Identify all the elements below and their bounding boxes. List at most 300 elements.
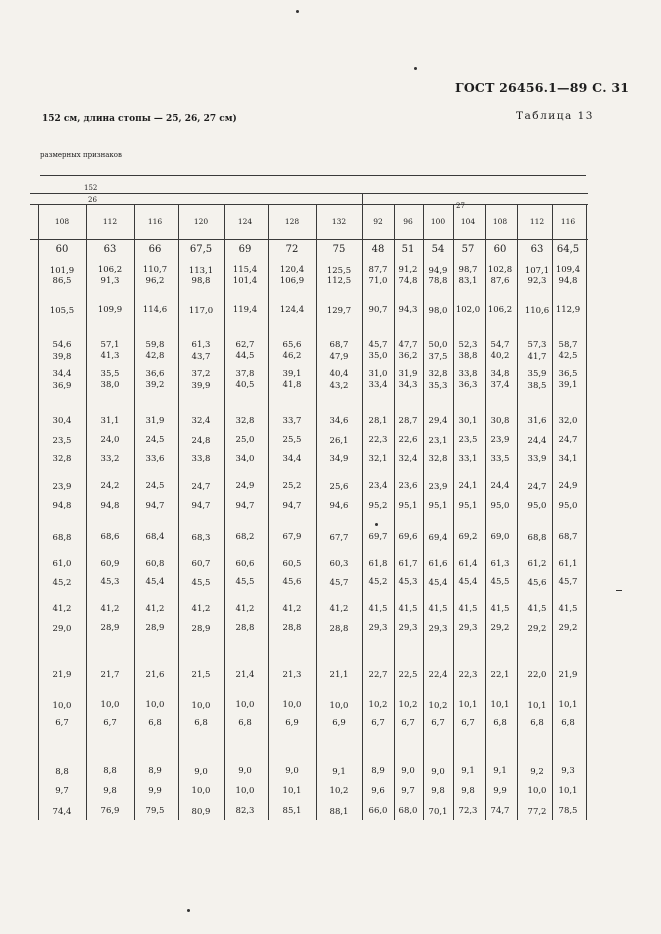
scan-speck <box>616 590 622 591</box>
table-cell: 35,9 <box>527 369 547 379</box>
table-cell: 10,0 <box>52 701 72 711</box>
table-cell: 41,5 <box>368 604 388 614</box>
table-cell: 40,4 <box>329 369 349 379</box>
table-cell: 76,9 <box>100 806 120 816</box>
table-cell: 101,9 <box>49 266 75 276</box>
table-cell: 32,8 <box>52 454 72 464</box>
table-cell: 39,1 <box>282 369 302 379</box>
column-header: 92 <box>373 217 383 226</box>
table-cell: 78,8 <box>428 276 448 286</box>
table-cell: 60,9 <box>100 559 120 569</box>
table-cell: 9,1 <box>461 766 475 776</box>
table-cell: 33,4 <box>368 380 388 390</box>
table-cell: 95,0 <box>527 501 547 511</box>
rule-group-152 <box>30 193 588 194</box>
table-cell: 102,0 <box>455 305 481 315</box>
column-header: 112 <box>529 217 545 226</box>
table-cell: 21,4 <box>235 670 255 680</box>
table-cell: 40,5 <box>235 380 255 390</box>
table-cell: 28,8 <box>235 623 255 633</box>
table-cell: 24,4 <box>527 436 547 446</box>
table-cell: 59,8 <box>145 340 165 350</box>
table-cell: 47,7 <box>398 340 418 350</box>
table-cell: 45,4 <box>428 578 448 588</box>
column-caption: размерных признаков <box>40 151 122 159</box>
table-cell: 125,5 <box>326 266 352 276</box>
table-cell: 94,8 <box>558 276 578 286</box>
table-cell: 36,5 <box>558 369 578 379</box>
table-cell: 6,9 <box>332 718 346 728</box>
table-cell: 60 <box>493 244 507 255</box>
table-cell: 68,8 <box>52 533 72 543</box>
table-cell: 61,1 <box>558 559 578 569</box>
table-cell: 90,7 <box>368 305 388 315</box>
group-label-26: 26 <box>88 196 97 204</box>
table-cell: 41,5 <box>558 604 578 614</box>
table-cell: 10,0 <box>191 786 211 796</box>
column-divider <box>316 204 317 820</box>
table-cell: 41,5 <box>527 604 547 614</box>
table-cell: 41,5 <box>490 604 510 614</box>
table-cell: 42,8 <box>145 351 165 361</box>
table-cell: 9,1 <box>493 766 507 776</box>
table-cell: 41,2 <box>235 604 255 614</box>
table-cell: 61,3 <box>191 340 211 350</box>
table-cell: 44,5 <box>235 351 255 361</box>
table-cell: 36,3 <box>458 380 478 390</box>
table-cell: 45,3 <box>100 577 120 587</box>
table-cell: 107,1 <box>524 266 550 276</box>
column-header: 96 <box>403 217 413 226</box>
table-cell: 36,9 <box>52 381 72 391</box>
table-cell: 63 <box>530 244 544 255</box>
table-cell: 6,9 <box>285 718 299 728</box>
table-cell: 94,7 <box>191 501 211 511</box>
table-cell: 68,4 <box>145 532 165 542</box>
table-cell: 24,5 <box>145 481 165 491</box>
table-cell: 25,6 <box>329 482 349 492</box>
table-cell: 61,4 <box>458 559 478 569</box>
table-cell: 22,4 <box>428 670 448 680</box>
table-cell: 95,2 <box>368 501 388 511</box>
table-cell: 10,0 <box>329 701 349 711</box>
table-cell: 28,8 <box>329 624 349 634</box>
table-cell: 22,1 <box>490 670 510 680</box>
table-cell: 60,3 <box>329 559 349 569</box>
table-cell: 39,2 <box>145 380 165 390</box>
table-cell: 29,0 <box>52 624 72 634</box>
table-cell: 23,6 <box>398 481 418 491</box>
column-divider <box>268 204 269 820</box>
table-cell: 87,6 <box>490 276 510 286</box>
table-cell: 36,6 <box>145 369 165 379</box>
table-cell: 33,7 <box>282 416 302 426</box>
table-cell: 23,5 <box>458 435 478 445</box>
table-cell: 34,0 <box>235 454 255 464</box>
table-cell: 8,8 <box>103 766 117 776</box>
table-cell: 29,3 <box>398 623 418 633</box>
table-cell: 41,5 <box>458 604 478 614</box>
table-cell: 106,2 <box>97 265 123 275</box>
table-cell: 10,1 <box>558 786 578 796</box>
table-cell: 10,0 <box>145 700 165 710</box>
table-cell: 45,7 <box>558 577 578 587</box>
table-cell: 39,9 <box>191 381 211 391</box>
table-cell: 38,0 <box>100 380 120 390</box>
table-cell: 109,4 <box>555 265 581 275</box>
table-cell: 98,7 <box>458 265 478 275</box>
table-cell: 34,6 <box>329 416 349 426</box>
table-cell: 58,7 <box>558 340 578 350</box>
table-cell: 28,9 <box>100 623 120 633</box>
table-cell: 47,9 <box>329 352 349 362</box>
table-cell: 33,9 <box>527 454 547 464</box>
table-cell: 21,7 <box>100 670 120 680</box>
table-cell: 25,5 <box>282 435 302 445</box>
table-cell: 21,9 <box>52 670 72 680</box>
table-cell: 34,4 <box>52 369 72 379</box>
table-cell: 9,0 <box>285 766 299 776</box>
table-cell: 98,0 <box>428 306 448 316</box>
table-cell: 9,7 <box>55 786 69 796</box>
table-cell: 72,3 <box>458 806 478 816</box>
table-cell: 117,0 <box>188 306 214 316</box>
table-cell: 6,7 <box>371 718 385 728</box>
table-cell: 63 <box>103 244 117 255</box>
table-cell: 69,2 <box>458 532 478 542</box>
column-header: 112 <box>102 217 118 226</box>
table-cell: 33,1 <box>458 454 478 464</box>
table-cell: 21,1 <box>329 670 349 680</box>
table-cell: 28,1 <box>368 416 388 426</box>
rule-caption <box>40 175 586 176</box>
table-cell: 29,2 <box>558 623 578 633</box>
table-cell: 67,7 <box>329 533 349 543</box>
table-cell: 41,3 <box>100 351 120 361</box>
table-cell: 33,6 <box>145 454 165 464</box>
table-cell: 60,5 <box>282 559 302 569</box>
table-cell: 29,3 <box>368 623 388 633</box>
group-label-27: 27 <box>456 202 465 210</box>
scan-speck <box>296 10 299 13</box>
table-cell: 45,7 <box>368 340 388 350</box>
table-cell: 10,0 <box>100 700 120 710</box>
table-cell: 10,2 <box>329 786 349 796</box>
table-cell: 22,0 <box>527 670 547 680</box>
table-cell: 66,0 <box>368 806 388 816</box>
column-header: 108 <box>492 217 508 226</box>
table-cell: 35,0 <box>368 351 388 361</box>
table-cell: 34,8 <box>490 369 510 379</box>
table-cell: 112,9 <box>555 305 581 315</box>
column-divider <box>224 204 225 820</box>
table-cell: 110,7 <box>142 265 168 275</box>
table-cell: 31,1 <box>100 416 120 426</box>
table-cell: 24,9 <box>235 481 255 491</box>
table-cell: 24,8 <box>191 436 211 446</box>
table-cell: 60,7 <box>191 559 211 569</box>
column-header: 132 <box>331 217 347 226</box>
column-header: 100 <box>430 217 446 226</box>
table-cell: 22,7 <box>368 670 388 680</box>
table-cell: 98,8 <box>191 276 211 286</box>
table-cell: 31,9 <box>398 369 418 379</box>
table-cell: 9,0 <box>401 766 415 776</box>
column-header: 124 <box>237 217 253 226</box>
table-cell: 24,7 <box>558 435 578 445</box>
table-cell: 45,2 <box>368 577 388 587</box>
rule-header-bottom <box>30 239 588 240</box>
table-cell: 10,0 <box>527 786 547 796</box>
table-cell: 9,8 <box>431 786 445 796</box>
table-cell: 80,9 <box>191 807 211 817</box>
table-cell: 10,1 <box>558 700 578 710</box>
table-cell: 32,8 <box>235 416 255 426</box>
table-cell: 41,7 <box>527 352 547 362</box>
table-cell: 28,9 <box>191 624 211 634</box>
table-cell: 69,4 <box>428 533 448 543</box>
table-cell: 74,8 <box>398 276 418 286</box>
table-cell: 39,1 <box>558 380 578 390</box>
table-cell: 68,6 <box>100 532 120 542</box>
table-cell: 68,2 <box>235 532 255 542</box>
table-cell: 6,7 <box>461 718 475 728</box>
table-cell: 85,1 <box>282 806 302 816</box>
table-cell: 86,5 <box>52 276 72 286</box>
table-cell: 21,3 <box>282 670 302 680</box>
table-cell: 10,1 <box>490 700 510 710</box>
column-divider <box>586 204 587 820</box>
table-cell: 68,0 <box>398 806 418 816</box>
table-cell: 45,6 <box>527 578 547 588</box>
table-cell: 120,4 <box>279 265 305 275</box>
column-header: 128 <box>284 217 300 226</box>
table-cell: 68,3 <box>191 533 211 543</box>
table-cell: 29,2 <box>527 624 547 634</box>
table-cell: 31,6 <box>527 416 547 426</box>
table-cell: 41,8 <box>282 380 302 390</box>
table-cell: 41,5 <box>398 604 418 614</box>
table-cell: 41,2 <box>52 604 72 614</box>
table-cell: 25,2 <box>282 481 302 491</box>
table-cell: 57,1 <box>100 340 120 350</box>
table-cell: 6,7 <box>401 718 415 728</box>
table-cell: 28,7 <box>398 416 418 426</box>
table-cell: 30,1 <box>458 416 478 426</box>
table-cell: 33,8 <box>458 369 478 379</box>
table-cell: 34,9 <box>329 454 349 464</box>
table-cell: 64,5 <box>556 244 580 255</box>
table-cell: 74,4 <box>52 807 72 817</box>
table-cell: 94,6 <box>329 501 349 511</box>
table-cell: 6,8 <box>530 718 544 728</box>
table-cell: 23,1 <box>428 436 448 446</box>
table-cell: 40,2 <box>490 351 510 361</box>
table-cell: 95,0 <box>490 501 510 511</box>
column-divider <box>178 204 179 820</box>
table-cell: 10,2 <box>428 701 448 711</box>
table-cell: 54,6 <box>52 340 72 350</box>
column-divider <box>38 204 39 820</box>
table-cell: 23,4 <box>368 481 388 491</box>
table-cell: 32,0 <box>558 416 578 426</box>
column-header: 116 <box>560 217 576 226</box>
table-cell: 6,7 <box>55 718 69 728</box>
table-cell: 95,1 <box>398 501 418 511</box>
table-cell: 6,7 <box>431 718 445 728</box>
table-cell: 106,9 <box>279 276 305 286</box>
table-cell: 61,6 <box>428 559 448 569</box>
table-cell: 32,1 <box>368 454 388 464</box>
table-cell: 10,0 <box>191 701 211 711</box>
table-cell: 43,7 <box>191 352 211 362</box>
table-cell: 41,2 <box>282 604 302 614</box>
table-cell: 32,4 <box>398 454 418 464</box>
table-cell: 129,7 <box>326 306 352 316</box>
column-header: 120 <box>193 217 209 226</box>
table-cell: 61,2 <box>527 559 547 569</box>
table-cell: 67,5 <box>189 244 213 255</box>
table-subtitle: 152 см, длина стопы — 25, 26, 27 см) <box>42 114 237 124</box>
table-number-label: Таблица 13 <box>516 110 594 122</box>
scan-speck <box>187 909 190 912</box>
table-cell: 41,2 <box>145 604 165 614</box>
table-cell: 61,7 <box>398 559 418 569</box>
rule-group-26 <box>30 204 588 205</box>
table-cell: 41,5 <box>428 604 448 614</box>
table-cell: 30,8 <box>490 416 510 426</box>
table-cell: 37,2 <box>191 369 211 379</box>
scan-speck <box>375 523 378 526</box>
table-cell: 28,9 <box>145 623 165 633</box>
table-cell: 29,2 <box>490 623 510 633</box>
table-cell: 119,4 <box>232 305 258 315</box>
scan-speck <box>414 67 417 70</box>
table-cell: 24,9 <box>558 481 578 491</box>
table-cell: 8,9 <box>148 766 162 776</box>
table-cell: 94,9 <box>428 266 448 276</box>
table-cell: 23,5 <box>52 436 72 446</box>
table-cell: 95,1 <box>428 501 448 511</box>
table-cell: 105,5 <box>49 306 75 316</box>
table-cell: 34,3 <box>398 380 418 390</box>
table-cell: 30,4 <box>52 416 72 426</box>
table-cell: 41,2 <box>100 604 120 614</box>
table-cell: 24,2 <box>100 481 120 491</box>
column-header: 108 <box>54 217 70 226</box>
table-cell: 29,4 <box>428 416 448 426</box>
table-cell: 21,5 <box>191 670 211 680</box>
table-cell: 42,5 <box>558 351 578 361</box>
table-cell: 60,8 <box>145 559 165 569</box>
table-cell: 8,8 <box>55 767 69 777</box>
table-cell: 34,1 <box>558 454 578 464</box>
table-cell: 10,2 <box>398 700 418 710</box>
table-cell: 9,8 <box>103 786 117 796</box>
table-cell: 45,7 <box>329 578 349 588</box>
table-cell: 94,8 <box>100 501 120 511</box>
table-cell: 94,8 <box>52 501 72 511</box>
table-cell: 61,0 <box>52 559 72 569</box>
table-cell: 68,8 <box>527 533 547 543</box>
table-cell: 57 <box>461 244 475 255</box>
table-cell: 82,3 <box>235 806 255 816</box>
table-cell: 54,7 <box>490 340 510 350</box>
table-cell: 24,7 <box>191 482 211 492</box>
table-cell: 45,5 <box>490 577 510 587</box>
table-cell: 74,7 <box>490 806 510 816</box>
table-cell: 45,5 <box>191 578 211 588</box>
table-cell: 60 <box>55 244 69 255</box>
table-cell: 94,3 <box>398 305 418 315</box>
table-cell: 124,4 <box>279 305 305 315</box>
group-label-152: 152 <box>84 184 98 192</box>
table-cell: 68,7 <box>558 532 578 542</box>
table-cell: 67,9 <box>282 532 302 542</box>
table-cell: 57,3 <box>527 340 547 350</box>
table-cell: 6,8 <box>493 718 507 728</box>
table-cell: 106,2 <box>487 305 513 315</box>
table-cell: 24,4 <box>490 481 510 491</box>
table-cell: 112,5 <box>326 276 352 286</box>
table-cell: 87,7 <box>368 265 388 275</box>
table-cell: 24,1 <box>458 481 478 491</box>
table-cell: 9,0 <box>194 767 208 777</box>
table-cell: 33,8 <box>191 454 211 464</box>
table-cell: 62,7 <box>235 340 255 350</box>
column-divider <box>134 204 135 820</box>
table-cell: 9,3 <box>561 766 575 776</box>
table-cell: 29,3 <box>428 624 448 634</box>
table-cell: 6,8 <box>561 718 575 728</box>
table-cell: 61,8 <box>368 559 388 569</box>
table-cell: 52,3 <box>458 340 478 350</box>
table-cell: 37,4 <box>490 380 510 390</box>
table-cell: 26,1 <box>329 436 349 446</box>
table-cell: 33,2 <box>100 454 120 464</box>
table-cell: 39,8 <box>52 352 72 362</box>
table-cell: 45,4 <box>458 577 478 587</box>
table-cell: 24,5 <box>145 435 165 445</box>
table-cell: 43,2 <box>329 381 349 391</box>
table-cell: 45,4 <box>145 577 165 587</box>
table-cell: 6,8 <box>194 718 208 728</box>
column-header: 104 <box>460 217 476 226</box>
column-divider <box>86 204 87 820</box>
table-cell: 9,8 <box>461 786 475 796</box>
table-cell: 34,4 <box>282 454 302 464</box>
table-cell: 10,1 <box>458 700 478 710</box>
table-cell: 109,9 <box>97 305 123 315</box>
table-cell: 33,5 <box>490 454 510 464</box>
table-cell: 9,9 <box>493 786 507 796</box>
table-cell: 9,0 <box>238 766 252 776</box>
table-cell: 22,6 <box>398 435 418 445</box>
table-cell: 10,0 <box>235 786 255 796</box>
table-cell: 78,5 <box>558 806 578 816</box>
table-cell: 45,5 <box>235 577 255 587</box>
table-cell: 69,6 <box>398 532 418 542</box>
table-cell: 51 <box>401 244 415 255</box>
table-cell: 22,3 <box>458 670 478 680</box>
table-cell: 102,8 <box>487 265 513 275</box>
table-cell: 36,2 <box>398 351 418 361</box>
table-cell: 32,4 <box>191 416 211 426</box>
table-cell: 60,6 <box>235 559 255 569</box>
table-cell: 50,0 <box>428 340 448 350</box>
table-cell: 37,5 <box>428 352 448 362</box>
table-cell: 69 <box>238 244 252 255</box>
